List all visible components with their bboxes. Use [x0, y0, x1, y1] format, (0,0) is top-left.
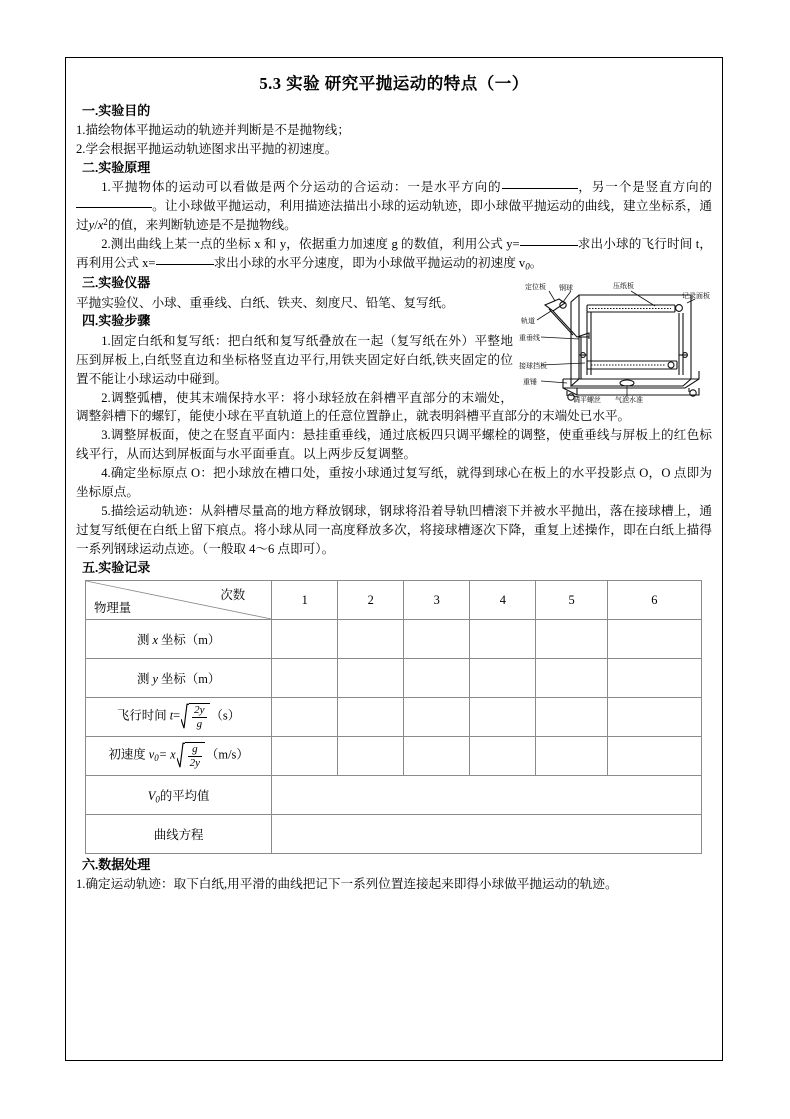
step-item-1: 1.固定白纸和复写纸：把白纸和复写纸叠放在一起（复写纸在外）平整地压到屏板上,白纸竖直边和坐标格竖直边平行,用铁夹固定好白纸,铁夹固定的位置不能让小球运动中碰到。: [76, 333, 513, 386]
row-label-variable: v: [148, 747, 155, 762]
table-cell[interactable]: [607, 737, 701, 776]
figure-label-positioning-plate: 定位板: [525, 284, 546, 292]
table-cell[interactable]: [470, 659, 536, 698]
fraction-denominator: g: [196, 718, 203, 731]
table-cell[interactable]: [338, 659, 404, 698]
figure-label-record-panel: 记录面板: [682, 293, 710, 301]
row-label-initial-velocity: [86, 737, 272, 776]
purpose-item-1: 1.描绘物体平抛运动的轨迹并判断是不是抛物线；: [76, 123, 350, 138]
row-label-average-v0: [86, 776, 272, 815]
table-cell[interactable]: [470, 698, 536, 737]
header-label-trials: 次数: [220, 588, 246, 603]
table-col-header: 3: [404, 581, 470, 620]
document-page: [65, 57, 723, 1061]
table-row: [86, 737, 702, 776]
step-item-4: 4.确定坐标原点 O：把小球放在槽口处，重按小球通过复写纸，就得到球心在板上的水平投影点 O，O 点即为坐标原点。: [76, 466, 712, 500]
row-label-unit: （s）: [210, 708, 241, 723]
table-col-header: 5: [536, 581, 607, 620]
row-label-suffix: 坐标（m）: [157, 672, 221, 687]
row-label-curve-equation: 曲线方程: [86, 815, 272, 854]
fraction-numerator: g: [188, 743, 202, 757]
sqrt-symbol-icon: [181, 703, 209, 730]
section-heading-record: 五.实验记录: [82, 559, 151, 575]
principle2-text-a: 2.测出曲线上某一点的坐标 x 和 y，依据重力加速度 g 的数值，利用公式 y=: [101, 237, 520, 252]
section-heading-steps: 四.实验步骤: [82, 313, 151, 329]
table-cell[interactable]: [536, 737, 607, 776]
fraction-denominator: 2y: [189, 757, 201, 770]
ratio-denominator: x: [97, 218, 104, 233]
purpose-item-2: 2.学会根据平抛运动轨迹图求出平抛的初速度。: [76, 141, 338, 156]
header-label-quantity: 物理量: [94, 601, 132, 616]
radical-tick-icon: [181, 702, 189, 729]
table-cell[interactable]: [536, 620, 607, 659]
row-label-prefix: 测: [136, 672, 153, 687]
principle-text-c: 。让小球做平抛运动，利用描迹法描出小球的运动轨迹，即小球做平抛运动的曲线，建立坐标系，通过: [76, 199, 712, 233]
table-cell[interactable]: [536, 659, 607, 698]
table-cell[interactable]: [272, 737, 338, 776]
table-cell[interactable]: [470, 620, 536, 659]
table-header-corner: [86, 581, 272, 620]
table-cell[interactable]: [338, 698, 404, 737]
sqrt-symbol-icon: [177, 742, 205, 769]
principle-text-a: 1.平抛物体的运动可以看做是两个分运动的合运动：一是水平方向的: [101, 180, 502, 195]
section-heading-purpose: 一.实验目的: [82, 102, 151, 118]
figure-label-leveling-screw: 调平螺丝: [573, 397, 601, 404]
step-item-2: 2.调整弧槽，使其末端保持水平：将小球轻放在斜槽平直部分的末端处，调整斜槽下的螺钉，能使小球在平直轨道上的任意位置静止，就表明斜槽平直部分的末端处已水平。: [76, 390, 631, 424]
principle-item-1: 1.平抛物体的运动可以看做是两个分运动的合运动：一是水平方向的 ，另一个是竖直方向的。让小球做平抛运动，利用描迹法描出小球的运动轨迹，即小球做平抛运动的曲线，建立坐标系，通过$y/x^2$的值，来判断轨迹是不是抛物线。: [76, 180, 713, 233]
principle2-text-d: 。: [529, 255, 543, 270]
table-col-header: 4: [470, 581, 536, 620]
table-row: [86, 620, 702, 659]
principle-item-2: [76, 235, 712, 274]
table-row: [86, 698, 702, 737]
table-col-header: 1: [272, 581, 338, 620]
table-cell[interactable]: [338, 737, 404, 776]
radical-tick-icon: [177, 741, 185, 768]
figure-label-plumb-line: 重垂线: [519, 335, 540, 343]
apparatus-list: 平抛实验仪、小球、重垂线、白纸、铁夹、刻度尺、铅笔、复写纸。: [76, 295, 454, 310]
table-cell-merged[interactable]: [272, 776, 702, 815]
table-col-header: 2: [338, 581, 404, 620]
row-label-variable: x: [152, 633, 158, 648]
table-header-row: [86, 581, 702, 620]
step-item-5: 5.描绘运动轨迹：从斜槽尽量高的地方释放钢球，钢球将沿着导轨凹槽滚下并被水平抛出，落在接球槽上，通过复写纸便在白纸上留下痕点。将小球从同一高度释放多次，将接球槽逐次下降，重复上述操作，即在白纸上描得一系列钢球运动点迹。（一般取 4～6 点即可）。: [76, 503, 712, 556]
row-label-unit: （m/s）: [206, 747, 249, 762]
table-cell[interactable]: [404, 620, 470, 659]
figure-label-press-plate: 压纸板: [613, 283, 634, 291]
fraction: [185, 742, 205, 769]
ratio-numerator: y: [88, 218, 95, 233]
fill-blank-formula-x[interactable]: [156, 264, 214, 265]
section-heading-principle: 二.实验原理: [82, 159, 151, 175]
row-label-flight-time: [86, 698, 272, 737]
row-label-suffix: = x: [158, 747, 176, 762]
row-label-subscript: 0: [154, 753, 159, 764]
fill-blank-horizontal[interactable]: [502, 188, 578, 189]
fraction-numerator: 2y: [194, 704, 205, 717]
fill-blank-formula-y[interactable]: [520, 245, 578, 246]
figure-label-steel-ball: 钢球: [559, 285, 573, 293]
section-heading-processing: 六.数据处理: [82, 857, 151, 873]
table-cell[interactable]: [607, 659, 701, 698]
table-cell[interactable]: [607, 620, 701, 659]
step-item-3: 3.调整屏板面，使之在竖直平面内：悬挂重垂线，通过底板四只调平螺栓的调整，使重垂线与屏板上的红色标线平行，从而达到屏板面与水平面垂直。以上两步反复调整。: [76, 428, 712, 462]
table-cell[interactable]: [338, 620, 404, 659]
table-row: [86, 815, 702, 854]
principle-text-d: 的值，来判断轨迹是不是抛物线。: [107, 218, 297, 233]
table-cell[interactable]: [272, 698, 338, 737]
processing-item-1: 1.确定运动轨迹：取下白纸,用平滑的曲线把记下一系列位置连接起来即得小球做平抛运动的轨迹。: [76, 877, 618, 892]
row-label-suffix: 坐标（m）: [157, 633, 221, 648]
section-heading-apparatus: 三.实验仪器: [82, 275, 151, 291]
page-title: 5.3 实验 研究平抛运动的特点（一）: [259, 74, 529, 93]
row-label-x-coordinate: [86, 620, 272, 659]
table-cell[interactable]: [272, 659, 338, 698]
figure-label-catch-plate: 接球挡板: [519, 363, 547, 371]
row-label-suffix: =: [173, 708, 181, 723]
principle-text-b: ，另一个是竖直方向的: [577, 180, 713, 195]
ratio-exponent: 2: [103, 217, 108, 228]
fill-blank-vertical[interactable]: [76, 207, 152, 208]
table-row: [86, 776, 702, 815]
figure-label-track: 轨道: [521, 318, 535, 326]
table-cell[interactable]: [607, 698, 701, 737]
figure-label-weight: 重锤: [523, 379, 537, 387]
principle2-text-b: 求出小球的飞行时间 t，再利用公式 x=: [76, 237, 712, 270]
row-label-subscript: 0: [155, 794, 160, 805]
table-cell-merged[interactable]: [272, 815, 702, 854]
table-cell[interactable]: [404, 698, 470, 737]
row-label-prefix: 测: [136, 633, 153, 648]
row-label-variable: y: [152, 672, 158, 687]
row-label-suffix: 的平均值: [159, 788, 210, 803]
v0-subscript: 0: [525, 261, 530, 272]
table-cell[interactable]: [470, 737, 536, 776]
table-cell[interactable]: [536, 698, 607, 737]
fraction: [189, 703, 209, 730]
table-cell[interactable]: [404, 737, 470, 776]
table-col-header: 6: [607, 581, 701, 620]
apparatus-diagram-svg: [519, 275, 712, 403]
table-cell[interactable]: [272, 620, 338, 659]
row-label-y-coordinate: [86, 659, 272, 698]
table-row: [86, 659, 702, 698]
row-label-variable: V: [147, 788, 156, 803]
apparatus-figure: [519, 275, 712, 403]
experiment-record-table: [85, 580, 702, 854]
table-cell[interactable]: [404, 659, 470, 698]
row-label-prefix: 初速度: [108, 747, 149, 762]
row-label-variable: t: [169, 708, 174, 723]
row-label-prefix: 飞行时间: [117, 708, 170, 723]
principle2-text-c: 求出小球的水平分速度，即为小球做平抛运动的初速度 v: [213, 255, 526, 270]
figure-label-bubble-level: 气泡水准: [615, 397, 643, 404]
